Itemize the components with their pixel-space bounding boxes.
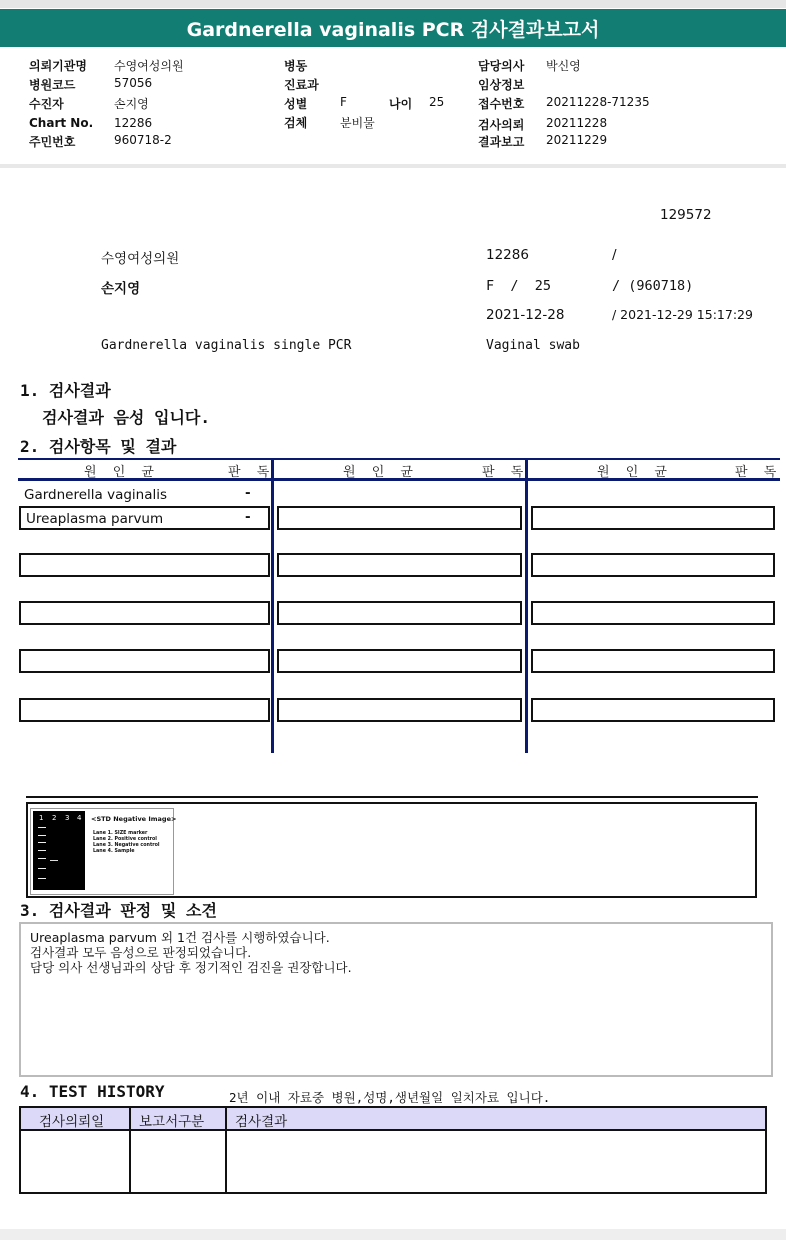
section-1-title: 1. 검사결과	[20, 381, 111, 400]
section-2-title: 2. 검사항목 및 결과	[20, 437, 177, 456]
top-strip	[0, 0, 786, 8]
result-cell-empty	[19, 601, 270, 625]
info-chart-no: 12286	[486, 247, 529, 263]
info-birth: / (960718)	[612, 278, 694, 294]
header-field-ward: 병동	[284, 59, 308, 73]
positive-band	[50, 860, 58, 861]
col-header-judge-1: 판 독	[228, 465, 276, 480]
history-table	[19, 1106, 767, 1194]
marker-band	[38, 835, 46, 836]
header-value-sex: F	[340, 95, 347, 109]
result-cell-empty	[19, 649, 270, 673]
history-col-result: 검사결과	[235, 1114, 288, 1130]
section-1-result: 검사결과 음성 입니다.	[42, 408, 211, 427]
header-field-receipt-no: 접수번호	[478, 97, 525, 111]
gel-image	[30, 808, 177, 895]
header-field-request-date: 검사의뢰	[478, 118, 525, 132]
report-title: Gardnerella vaginalis PCR 검사결과보고서	[0, 9, 786, 47]
marker-band	[38, 850, 46, 851]
header-value-chart-no: 12286	[114, 116, 153, 130]
section-3-title: 3. 검사결과 판정 및 소견	[20, 901, 217, 920]
marker-band	[38, 842, 46, 843]
result-organism: Gardnerella vaginalis	[24, 487, 168, 503]
header-field-report-date: 결과보고	[478, 135, 525, 149]
lane-label: 3	[65, 814, 70, 822]
result-cell-empty	[531, 649, 775, 673]
col-header-judge-3: 판 독	[735, 465, 783, 480]
info-test-name: Gardnerella vaginalis single PCR	[101, 338, 352, 353]
marker-band	[38, 868, 46, 869]
result-cell-empty	[277, 649, 522, 673]
result-cell-empty	[277, 506, 522, 530]
info-specimen: Vaginal swab	[486, 338, 580, 353]
history-col-request-date: 검사의뢰일	[39, 1114, 105, 1130]
result-judgement: -	[245, 485, 251, 501]
gel-legend-item: Lane 1. SIZE marker	[93, 831, 148, 836]
result-cell-empty	[277, 601, 522, 625]
marker-band	[38, 858, 46, 859]
header-value-request-date: 20211228	[546, 116, 608, 130]
gel-lanes-panel	[33, 811, 85, 890]
header-divider	[0, 164, 786, 168]
marker-band	[38, 878, 46, 879]
result-cell-empty	[277, 553, 522, 577]
col-header-organism-2: 원 인 균	[343, 465, 419, 480]
header-field-age: 나이	[389, 97, 413, 111]
gel-section-rule	[26, 796, 758, 798]
history-note: 2년 이내 자료중 병원,성명,생년월일 일치자료 입니다.	[229, 1090, 551, 1105]
comment-text: Ureaplasma parvum 외 1건 검사를 시행하였습니다. 검사결과 모두 음성으로 판정되었습니다. 담당 의사 선생님과의 상담 후 정기적인 검진을 권장합니다.	[30, 930, 352, 975]
gel-legend-item: Lane 2. Positive control	[93, 837, 157, 842]
header-value-doctor: 박신영	[546, 59, 581, 73]
header-field-department: 진료과	[284, 78, 319, 92]
info-patient-name: 손지영	[101, 281, 141, 297]
header-value-resident-no: 960718-2	[114, 133, 172, 147]
result-cell-empty	[531, 506, 775, 530]
results-table-top-rule	[18, 458, 780, 460]
header-field-clinical-info: 임상정보	[478, 78, 525, 92]
info-sex-age: F / 25	[486, 278, 552, 294]
header-value-age: 25	[429, 95, 445, 109]
result-cell-empty	[531, 601, 775, 625]
info-clinic: 수영여성의원	[101, 251, 180, 267]
history-col-divider	[225, 1108, 227, 1192]
header-value-hospital-code: 57056	[114, 76, 153, 90]
result-cell-empty	[531, 698, 775, 722]
header-field-specimen: 검체	[284, 116, 308, 130]
header-value-patient: 손지영	[114, 97, 149, 111]
gel-legend-item: Lane 4. Sample	[93, 849, 135, 854]
info-separator: /	[612, 247, 617, 263]
header-field-doctor: 담당의사	[478, 59, 525, 73]
result-cell-empty	[19, 698, 270, 722]
result-cell-empty	[19, 553, 270, 577]
result-cell-empty	[277, 698, 522, 722]
header-field-chart-no: Chart No.	[29, 116, 94, 130]
result-cell-empty	[531, 553, 775, 577]
lane-label: 4	[77, 814, 82, 822]
lane-label: 1	[39, 814, 44, 822]
header-value-receipt-no: 20211228-71235	[546, 95, 650, 109]
results-table-divider-2	[525, 458, 528, 753]
history-col-divider	[129, 1108, 131, 1192]
header-value-specimen: 분비물	[340, 116, 375, 130]
info-report-time: / 2021-12-29 15:17:29	[612, 307, 753, 322]
result-judgement: -	[245, 509, 251, 525]
bottom-strip	[0, 1229, 786, 1240]
marker-band	[38, 827, 46, 828]
lane-label: 2	[52, 814, 57, 822]
header-value-report-date: 20211229	[546, 133, 608, 147]
history-col-report-type: 보고서구분	[139, 1114, 205, 1130]
col-header-organism-1: 원 인 균	[84, 465, 160, 480]
gel-title: <STD Negative Image>	[91, 815, 177, 823]
gel-legend-item: Lane 3. Negative control	[93, 843, 160, 848]
report-number: 129572	[660, 207, 712, 223]
info-date: 2021-12-28	[486, 307, 565, 323]
col-header-organism-3: 원 인 균	[597, 465, 673, 480]
gel-legend	[93, 831, 160, 855]
results-table-divider-1	[271, 458, 274, 753]
col-header-judge-2: 판 독	[482, 465, 530, 480]
section-4-title: 4. TEST HISTORY	[20, 1082, 165, 1101]
header-field-resident-no: 주민번호	[29, 135, 76, 149]
result-organism: Ureaplasma parvum	[26, 511, 164, 527]
history-table-header	[21, 1108, 765, 1131]
header-field-patient: 수진자	[29, 97, 64, 111]
header-field-clinic: 의뢰기관명	[29, 59, 87, 73]
header-value-clinic: 수영여성의원	[114, 59, 184, 73]
header-field-sex: 성별	[284, 97, 308, 111]
header-field-hospital-code: 병원코드	[29, 78, 76, 92]
